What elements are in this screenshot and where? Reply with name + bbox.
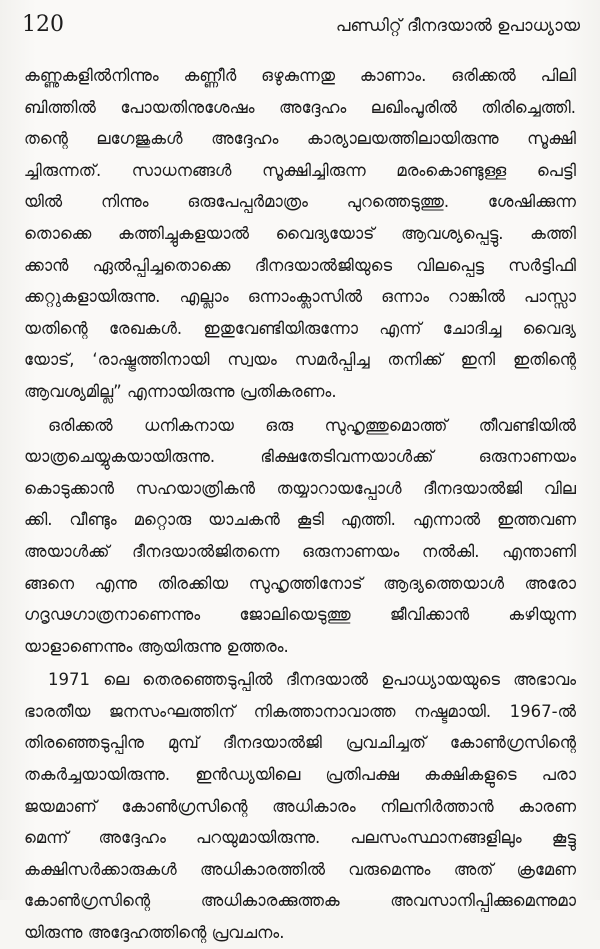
text-line: യാത്രചെയ്യുകയായിരുന്നു. ഭിക്ഷതേടിവന്നയാൾക്ക് ഒരുനാണയം (24, 447, 576, 467)
text-line: യിൽ നിന്നും ഒരുപേപ്പർമാത്രം പുറത്തെടുത്തു. ശേഷിക്കുന്ന (24, 192, 576, 212)
text-line: തകർച്ചയായിരുന്നു. ഇൻഡ്യയിലെ പ്രതിപക്ഷ കക്ഷികളുടെ പരാ (24, 765, 576, 785)
text-line: ജയമാണ് കോൺഗ്രസിന്റെ അധികാരം നിലനിർത്താൻ കാരണ (24, 796, 576, 816)
text-line: തിരഞ്ഞെടുപ്പിനു മുമ്പ് ദീനദയാൽജി പ്രവചിച്ചത് കോൺഗ്രസിന്റെ (24, 733, 576, 753)
body-text (24, 60, 576, 949)
running-title: പണ്ഡിറ്റ് ദീനദയാൽ ഉപാധ്യായ (335, 16, 580, 36)
text-line: ങ്ങനെ എന്നു തിരക്കിയ സുഹൃത്തിനോട് ആദ്യത്തെയാൾ അരോ (24, 573, 576, 593)
text-line: ക്കി. വീണ്ടും മറ്റൊരു യാചകൻ കൂടി എത്തി. എന്നാൽ ഇത്തവണ (24, 510, 576, 530)
paragraph-1 (24, 60, 576, 408)
text-line: കണ്ണുകളിൽനിന്നും കണ്ണീർ ഒഴുകുന്നതു കാണാം. ഒരിക്കൽ പിലി (24, 66, 576, 85)
text-line: ഗദൃഢഗാത്രനാണെന്നും ജോലിയെടുത്തു ജീവിക്കാൻ കഴിയുന്ന (24, 605, 576, 625)
page-number: 120 (22, 12, 64, 37)
text-line: കോൺഗ്രസിന്റെ അധികാരക്കുത്തക അവസാനിപ്പിക്കുമെന്നുമാ (24, 891, 576, 911)
text-line: ഒരിക്കൽ ധനികനായ ഒരു സുഹൃത്തുമൊത്ത് തീവണ്ടിയിൽ (48, 415, 576, 435)
page-header (22, 10, 580, 44)
text-line: തൊക്കെ കത്തിച്ചുകളയാൽ വൈദ്യയോട് ആവശ്യപ്പെട്ടു. കത്തി (24, 223, 576, 243)
text-line: ക്കാൻ ഏൽപ്പിച്ചതൊക്കെ ദീനദയാൽജിയുടെ വിലപ്പെട്ട സർട്ടിഫി (24, 255, 576, 275)
paragraph-2 (24, 410, 576, 663)
text-line: മെന്ന് അദ്ദേഹം പറയുമായിരുന്നു. പലസംസ്ഥാനങ്ങളിലും കൂട്ടു (24, 828, 576, 848)
text-line: ബിത്തിൽ പോയതിനുശേഷം അദ്ദേഹം ലഖിംപൂരിൽ തിരിച്ചെത്തി. (24, 97, 576, 117)
text-line: കൊടുക്കാൻ സഹയാത്രികൻ തയ്യാറായപ്പോൾ ദീനദയാൽജി വില (24, 478, 576, 498)
paragraph-3 (24, 664, 576, 948)
text-line: 1971 ലെ തെരഞ്ഞെടുപ്പിൽ ദീനദയാൽ ഉപാധ്യായയുടെ അഭാവം (48, 670, 576, 690)
text-line: യാളാണെന്നും ആയിരുന്നു ഉത്തരം. (24, 636, 289, 656)
text-line: തന്റെ ലഗേജുകൾ അദ്ദേഹം കാര്യാലയത്തിലായിരുന്നു സൂക്ഷി (24, 129, 576, 149)
text-line: യിരുന്നു അദ്ദേഹത്തിന്റെ പ്രവചനം. (24, 923, 285, 943)
text-line: ച്ചിരുന്നത്. സാധനങ്ങൾ സൂക്ഷിച്ചിരുന്ന മരംകൊണ്ടുള്ള പെട്ടി (24, 160, 576, 180)
text-line: യതിന്റെ രേഖകൾ. ഇതുവേണ്ടിയിരുന്നോ എന്ന് ചോദിച്ച വൈദ്യ (24, 318, 576, 338)
text-line: ആവശ്യമില്ല” എന്നായിരുന്നു പ്രതികരണം. (24, 381, 337, 401)
text-line: കക്ഷിസർക്കാരുകൾ അധികാരത്തിൽ വരുമെന്നും അത് ക്രമേണ (24, 859, 576, 879)
text-line: അയാൾക്ക് ദീനദയാൽജിതന്നെ ഒരുനാണയം നൽകി. എന്താണി (24, 541, 576, 561)
text-line: ക്കറ്റുകളായിരുന്നു. എല്ലാം ഒന്നാംക്ലാസിൽ ഒന്നാം റാങ്കിൽ പാസ്സാ (24, 287, 576, 307)
text-line: യോട്, ‘രാഷ്ട്രത്തിനായി സ്വയം സമർപ്പിച്ച തനിക്ക് ഇനി ഇതിന്റെ (24, 350, 576, 370)
text-line: ഭാരതീയ ജനസംഘത്തിന് നികത്താനാവാത്ത നഷ്ടമായി. 1967-ൽ (24, 701, 576, 721)
